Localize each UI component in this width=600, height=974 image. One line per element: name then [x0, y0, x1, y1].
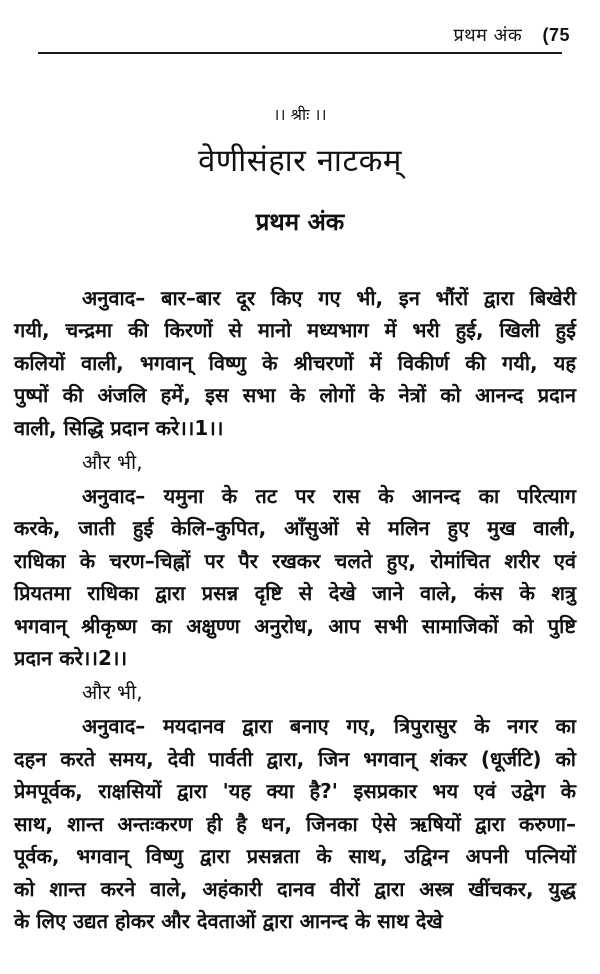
text-line: अनुवाद– मयदानव द्वारा बनाए गए, त्रिपुरासुर के नगर का	[82, 714, 576, 739]
invocation-shri: ।। श्रीः ।।	[273, 105, 327, 124]
page-number: (75	[542, 25, 570, 45]
text-line: राधिका के चरण–चिह्नों पर पैर रखकर चलते हुए, रोमांचित शरीर एवं	[14, 548, 576, 573]
running-head	[453, 22, 570, 49]
text-line: के लिए उद्यत होकर और देवताओं द्वारा आनन्द के साथ देखे	[14, 908, 443, 933]
text-line: दहन करते समय, देवी पार्वती द्वारा, जिन भगवान् शंकर (धूर्जटि) को	[14, 746, 576, 771]
running-head-section: प्रथम अंक	[453, 25, 523, 46]
text-line: पुष्पों की अंजलि हमें, इस सभा के लोगों के नेत्रों को आनन्द प्रदान	[14, 383, 576, 408]
header-rule-divider	[38, 52, 562, 54]
text-line: अनुवाद– बार–बार दूर किए गए भी, इन भौंरों द्वारा बिखेरी	[82, 286, 576, 310]
text-line: वाली, सिद्धि प्रदान करे।।1।।	[14, 415, 224, 440]
translation-paragraph-2	[14, 480, 576, 674]
act-heading: प्रथम अंक	[255, 208, 345, 236]
body-text	[14, 282, 576, 937]
connector-aur-bhi: और भी,	[82, 680, 143, 705]
translation-paragraph-1	[14, 282, 576, 444]
text-line: गयी, चन्द्रमा की किरणों से मानो मध्यभाग में भरी हुई, खिली हुई	[14, 318, 576, 343]
text-line: प्रदान करे।।2।।	[14, 646, 128, 671]
translation-paragraph-3	[14, 710, 576, 937]
text-line: अनुवाद– यमुना के तट पर रास के आनन्द का परित्याग	[82, 484, 576, 509]
text-line: को शान्त करने वाले, अहंकारी दानव वीरों द्वारा अस्त्र खींचकर, युद्ध	[14, 876, 576, 901]
text-line: कलियों वाली, भगवान् विष्णु के श्रीचरणों में विकीर्ण की गयी, यह	[14, 350, 576, 375]
text-line: भगवान् श्रीकृष्ण का अक्षुण्ण अनुरोध, आप सभी सामाजिकों को पुष्टि	[14, 613, 576, 638]
text-line: साथ, शान्त अन्तःकरण ही है धन, जिनका ऐसे ऋषियों द्वारा करुणा–	[14, 811, 576, 836]
text-line: करके, जाती हुई केलि–कुपित, आँसुओं से मलिन हुए मुख वाली,	[14, 516, 576, 541]
text-line: पूर्वक, भगवान् विष्णु द्वारा प्रसन्नता के साथ, उद्विग्न अपनी पत्नियों	[14, 844, 576, 869]
text-line: प्रियतमा राधिका द्वारा प्रसन्न दृष्टि से देखे जाने वाले, कंस के शत्रु	[14, 581, 576, 606]
connector-aur-bhi: और भी,	[82, 450, 143, 475]
text-line: प्रेमपूर्वक, राक्षसियों द्वारा 'यह क्या है?' इसप्रकार भय एवं उद्वेग के	[14, 779, 576, 804]
page-title: वेणीसंहार नाटकम्	[198, 143, 402, 179]
